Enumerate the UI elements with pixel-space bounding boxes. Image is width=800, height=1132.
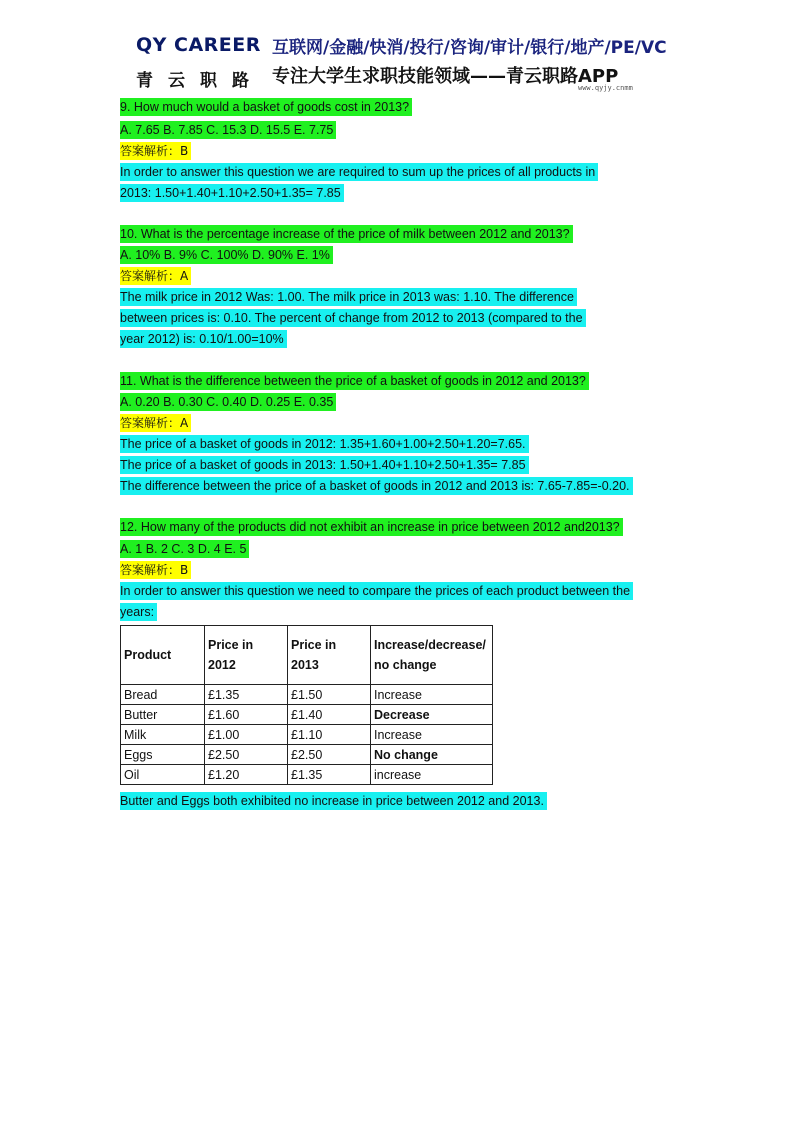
table-cell: Increase <box>371 685 493 705</box>
table-header-row <box>121 626 493 685</box>
question-9-explanation-line: 2013: 1.50+1.40+1.10+2.50+1.35= 7.85 <box>120 184 344 202</box>
question-12-text: 12. How many of the products did not exhibit an increase in price between 2012 and2013? <box>120 518 623 536</box>
question-9-options: A. 7.65 B. 7.85 C. 15.3 D. 15.5 E. 7.75 <box>120 121 336 139</box>
table-cell: Decrease <box>371 705 493 725</box>
question-11-explanation-line: The price of a basket of goods in 2013: 1.50+1.40+1.10+2.50+1.35= 7.85 <box>120 456 529 474</box>
table-cell: £2.50 <box>288 745 371 765</box>
question-9-explanation-line: In order to answer this question we are required to sum up the prices of all products in <box>120 163 598 181</box>
table-cell: Milk <box>121 725 205 745</box>
question-12-answer: 答案解析：B <box>120 561 191 579</box>
table-row <box>121 705 493 725</box>
table-cell: £1.20 <box>205 765 288 785</box>
question-10-explanation-line: between prices is: 0.10. The percent of change from 2012 to 2013 (compared to the <box>120 309 586 327</box>
table-cell: £1.35 <box>288 765 371 785</box>
price-comparison-table <box>120 625 493 785</box>
table-cell: £1.35 <box>205 685 288 705</box>
table-cell: No change <box>371 745 493 765</box>
question-11-options: A. 0.20 B. 0.30 C. 0.40 D. 0.25 E. 0.35 <box>120 393 336 411</box>
table-cell: £1.00 <box>205 725 288 745</box>
table-row <box>121 685 493 705</box>
question-10-options: A. 10% B. 9% C. 100% D. 90% E. 1% <box>120 246 333 264</box>
table-cell: Increase <box>371 725 493 745</box>
table-row <box>121 725 493 745</box>
question-12-conclusion: Butter and Eggs both exhibited no increase in price between 2012 and 2013. <box>120 792 547 810</box>
table-cell: increase <box>371 765 493 785</box>
question-10-answer: 答案解析：A <box>120 267 191 285</box>
question-11-explanation-line: The difference between the price of a basket of goods in 2012 and 2013 is: 7.65-7.85=-0.20. <box>120 477 633 495</box>
column-header: Price in 2012 <box>205 626 288 685</box>
question-9-answer: 答案解析：B <box>120 142 191 160</box>
column-header: Price in 2013 <box>288 626 371 685</box>
mission-tagline: 专注大学生求职技能领域——青云职路APP <box>272 66 619 87</box>
question-12-explanation-line: years: <box>120 603 157 621</box>
table-row <box>121 745 493 765</box>
question-10-explanation-line: year 2012) is: 0.10/1.00=10% <box>120 330 287 348</box>
table-cell: £1.40 <box>288 705 371 725</box>
question-12-explanation-line: In order to answer this question we need to compare the prices of each product between the <box>120 582 633 600</box>
brand-logo: QY CAREER <box>136 34 261 56</box>
question-11-explanation-line: The price of a basket of goods in 2012: 1.35+1.60+1.00+2.50+1.20=7.65. <box>120 435 529 453</box>
table-row <box>121 765 493 785</box>
page-header <box>0 0 800 100</box>
table-cell: £1.10 <box>288 725 371 745</box>
table-cell: Bread <box>121 685 205 705</box>
brand-logo-cn: 青云职路 <box>136 71 264 91</box>
table-cell: £2.50 <box>205 745 288 765</box>
table-cell: £1.50 <box>288 685 371 705</box>
question-11-text: 11. What is the difference between the price of a basket of goods in 2012 and 2013? <box>120 372 589 390</box>
question-11-answer: 答案解析：A <box>120 414 191 432</box>
table-cell: Eggs <box>121 745 205 765</box>
question-10-explanation-line: The milk price in 2012 Was: 1.00. The milk price in 2013 was: 1.10. The difference <box>120 288 577 306</box>
column-header: Product <box>121 626 205 685</box>
header-url: www.qyjy.cnmm <box>578 84 633 92</box>
table-cell: Butter <box>121 705 205 725</box>
column-header: Increase/decrease/ no change <box>371 626 493 685</box>
table-cell: Oil <box>121 765 205 785</box>
industries-tagline: 互联网/金融/快消/投行/咨询/审计/银行/地产/PE/VC <box>272 38 667 58</box>
question-10-text: 10. What is the percentage increase of the price of milk between 2012 and 2013? <box>120 225 573 243</box>
question-12-options: A. 1 B. 2 C. 3 D. 4 E. 5 <box>120 540 249 558</box>
question-9-text: 9. How much would a basket of goods cost in 2013? <box>120 98 412 116</box>
table-cell: £1.60 <box>205 705 288 725</box>
